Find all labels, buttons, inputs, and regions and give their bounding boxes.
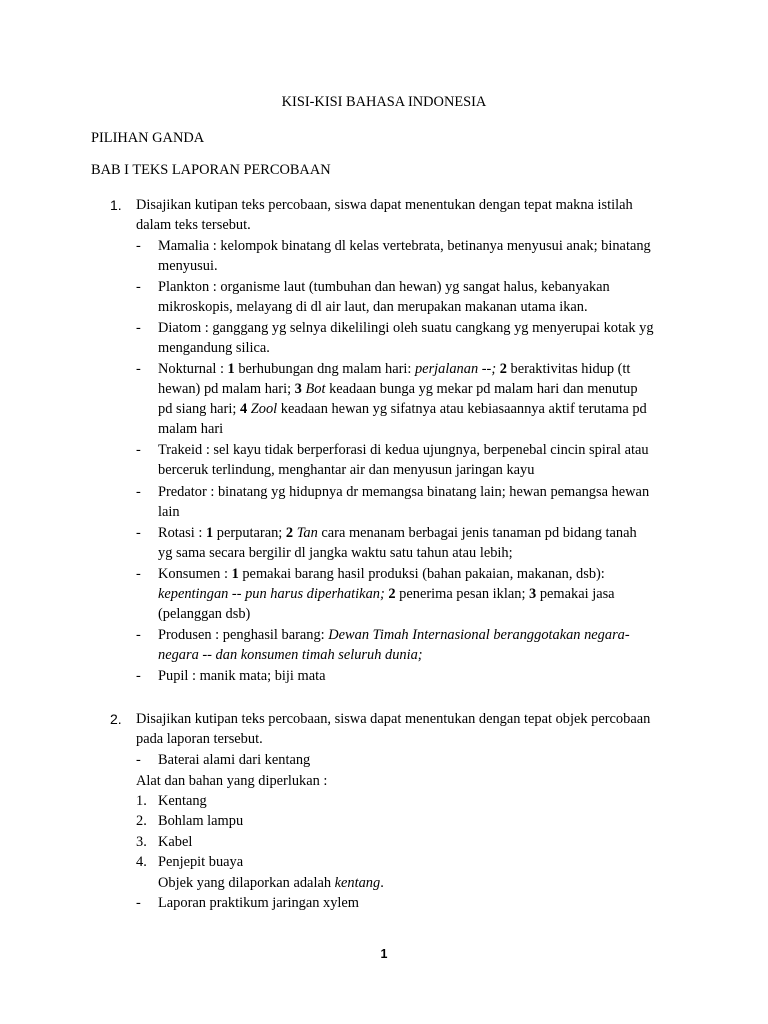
bullet-dash: - xyxy=(136,627,141,643)
bullet-dash: - xyxy=(136,525,141,541)
page-number: 1 xyxy=(380,947,388,961)
bullet-dash: - xyxy=(136,895,141,911)
term-predator-line1: Predator : binatang yg hidupnya dr memangsa binatang lain; hewan pemangsa hewan xyxy=(158,484,650,500)
question-2-intro-line2: pada laporan tersebut. xyxy=(136,731,263,747)
term-mamalia-line2: menyusui. xyxy=(158,258,218,274)
term-plankton-line2: mikroskopis, melayang di dl air laut, dan merupakan makanan utama ikan. xyxy=(158,299,588,315)
example-xylem: Laporan praktikum jaringan xylem xyxy=(158,895,360,911)
question-2-number: 2. xyxy=(110,711,122,727)
term-nokturnal-line1: Nokturnal : 1 berhubungan dng malam hari: perjalanan --; 2 beraktivitas hidup (tt xyxy=(158,361,631,377)
list-number: 4. xyxy=(136,854,147,870)
question-1-intro-line1: Disajikan kutipan teks percobaan, siswa dapat menentukan dengan tepat makna istilah xyxy=(136,197,633,213)
term-pupil-line1: Pupil : manik mata; biji mata xyxy=(158,668,326,684)
term-nokturnal-line2: hewan) pd malam hari; 3 Bot keadaan bunga yg mekar pd malam hari dan menutup xyxy=(158,381,638,397)
term-rotasi-line1: Rotasi : 1 perputaran; 2 Tan cara menanam berbagai jenis tanaman pd bidang tanah xyxy=(158,525,637,541)
term-rotasi-line2: yg sama secara bergilir dl jangka waktu satu tahun atau lebih; xyxy=(158,545,513,561)
term-plankton-line1: Plankton : organisme laut (tumbuhan dan hewan) yg sangat halus, kebanyakan xyxy=(158,279,610,295)
term-mamalia-line1: Mamalia : kelompok binatang dl kelas vertebrata, betinanya menyusui anak; binatang xyxy=(158,238,651,254)
list-item-kabel: Kabel xyxy=(158,834,193,850)
section-heading: PILIHAN GANDA xyxy=(91,130,205,146)
bullet-dash: - xyxy=(136,442,141,458)
example-baterai: Baterai alami dari kentang xyxy=(158,752,311,768)
question-1-number: 1. xyxy=(110,197,122,213)
list-item-kentang: Kentang xyxy=(158,793,207,809)
term-diatom-line1: Diatom : ganggang yg selnya dikelilingi oleh suatu cangkang yg menyerupai kotak yg xyxy=(158,320,654,336)
term-diatom-line2: mengandung silica. xyxy=(158,340,270,356)
bullet-dash: - xyxy=(136,238,141,254)
list-item-bohlam: Bohlam lampu xyxy=(158,813,244,829)
list-item-penjepit: Penjepit buaya xyxy=(158,854,244,870)
bullet-dash: - xyxy=(136,279,141,295)
term-produsen-line2: negara -- dan konsumen timah seluruh dunia; xyxy=(158,647,423,663)
bullet-dash: - xyxy=(136,320,141,336)
bullet-dash: - xyxy=(136,484,141,500)
chapter-heading: BAB I TEKS LAPORAN PERCOBAAN xyxy=(91,162,331,178)
term-trakeid-line1: Trakeid : sel kayu tidak berperforasi di kedua ujungnya, berpenebal cincin spiral atau xyxy=(158,442,649,458)
bullet-dash: - xyxy=(136,752,141,768)
term-nokturnal-line4: malam hari xyxy=(158,421,224,437)
term-konsumen-line2: kepentingan -- pun harus diperhatikan; 2 penerima pesan iklan; 3 pemakai jasa xyxy=(158,586,615,602)
list-number: 1. xyxy=(136,793,147,809)
term-nokturnal-line3: pd siang hari; 4 Zool keadaan hewan yg sifatnya atau kebiasaannya aktif terutama pd xyxy=(158,401,647,417)
document-title: KISI-KISI BAHASA INDONESIA xyxy=(281,94,487,110)
term-trakeid-line2: berceruk terlindung, menghantar air dan menyusun jaringan kayu xyxy=(158,462,535,478)
term-konsumen-line3: (pelanggan dsb) xyxy=(158,606,251,622)
list-number: 2. xyxy=(136,813,147,829)
question-1-intro-line2: dalam teks tersebut. xyxy=(136,217,251,233)
bullet-dash: - xyxy=(136,668,141,684)
term-predator-line2: lain xyxy=(158,504,180,520)
term-konsumen-line1: Konsumen : 1 pemakai barang hasil produksi (bahan pakaian, makanan, dsb): xyxy=(158,566,605,582)
bullet-dash: - xyxy=(136,566,141,582)
question-2-intro-line1: Disajikan kutipan teks percobaan, siswa dapat menentukan dengan tepat objek percobaan xyxy=(136,711,651,727)
alat-bahan-label: Alat dan bahan yang diperlukan : xyxy=(136,773,328,789)
term-produsen-line1: Produsen : penghasil barang: Dewan Timah Internasional beranggotakan negara- xyxy=(158,627,630,643)
bullet-dash: - xyxy=(136,361,141,377)
list-number: 3. xyxy=(136,834,147,850)
objek-sentence: Objek yang dilaporkan adalah kentang. xyxy=(158,875,384,891)
